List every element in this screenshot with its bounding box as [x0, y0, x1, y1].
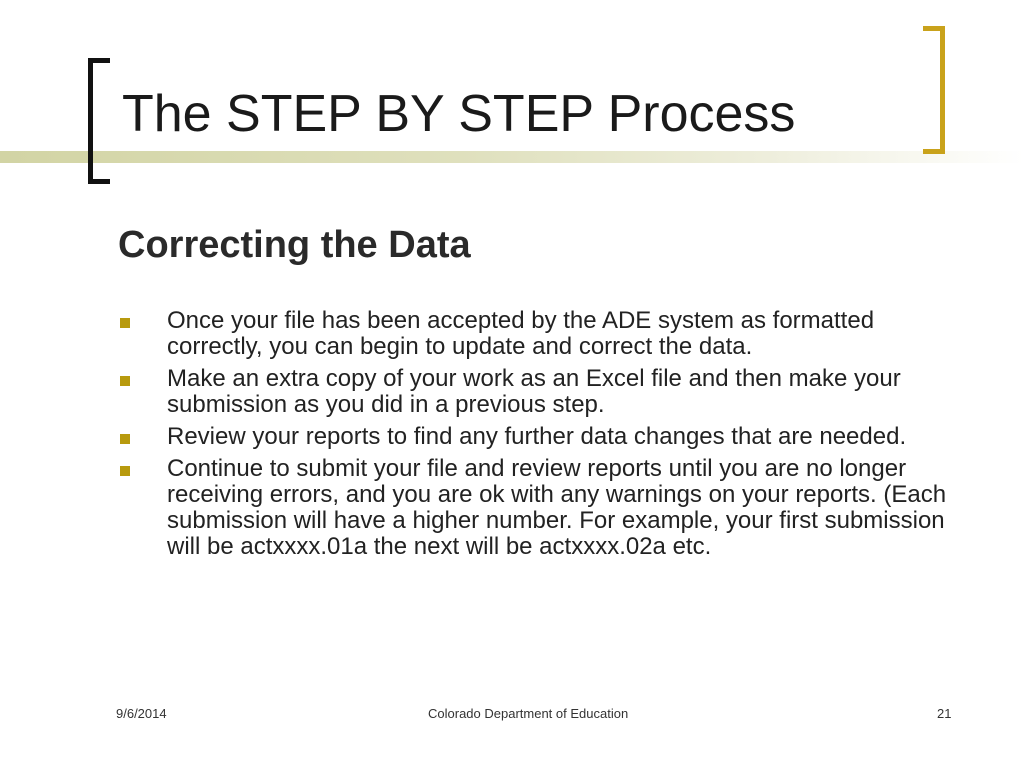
footer-organization: Colorado Department of Education — [428, 706, 629, 721]
list-item — [118, 366, 968, 418]
bullet-list — [118, 308, 968, 566]
footer-page-number: 21 — [937, 706, 952, 721]
right-bracket-decoration — [923, 26, 945, 154]
square-bullet-icon — [120, 434, 130, 444]
footer-date: 9/6/2014 — [116, 706, 167, 721]
bullet-text: Continue to submit your file and review reports until you are no longer receiving errors, and you are ok with any warnings on your reports. (Each submission will have a higher number. For example, your first submission will be actxxxx.01a the next will be actxxxx.02a etc. — [167, 455, 947, 560]
list-item — [118, 456, 968, 560]
list-item — [118, 308, 968, 360]
left-bracket-decoration — [88, 58, 110, 184]
square-bullet-icon — [120, 318, 130, 328]
list-item — [118, 424, 968, 450]
square-bullet-icon — [120, 466, 130, 476]
title-underline-band — [0, 151, 1024, 163]
slide-subtitle: Correcting the Data — [118, 224, 471, 266]
slide-title: The STEP BY STEP Process — [122, 85, 796, 143]
bullet-text: Review your reports to find any further data changes that are needed. — [167, 423, 907, 450]
square-bullet-icon — [120, 376, 130, 386]
bullet-text: Make an extra copy of your work as an Excel file and then make your submission as you did in a previous step. — [167, 365, 901, 418]
bullet-text: Once your file has been accepted by the ADE system as formatted correctly, you can begin to update and correct the data. — [167, 307, 875, 360]
